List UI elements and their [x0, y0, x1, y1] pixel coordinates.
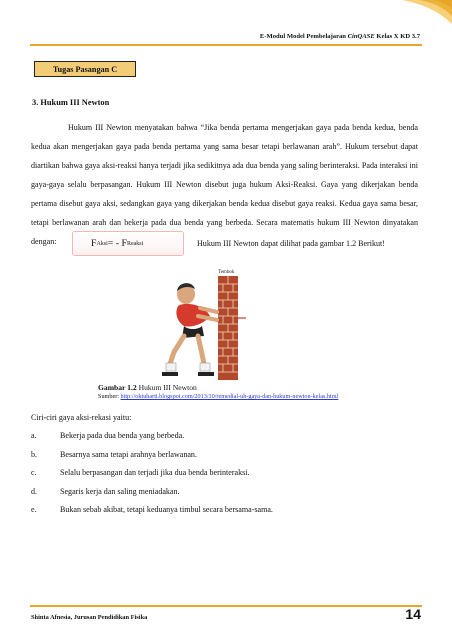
formula-box [72, 231, 184, 256]
list-item [31, 468, 273, 487]
task-box: Tugas Pasangan C [34, 61, 136, 77]
list-intro: Ciri-ciri gaya aksi-rekasi yaitu: [31, 413, 132, 422]
boy-pushing-illustration [162, 283, 217, 376]
list-item [31, 487, 273, 506]
footer-rule [30, 605, 422, 607]
list-item-text: Bekerja pada dua benda yang berbeda. [60, 431, 185, 440]
newton-third-law-figure [140, 264, 290, 380]
list-item-text: Besarnya sama tetapi arahnya berlawanan. [60, 449, 197, 459]
figure-caption-label: Gambar 1.2 [98, 383, 137, 392]
brick-wall [218, 276, 246, 380]
paragraph-text: Hukum III Newton menyatakan bahwa “Jika benda pertama mengerjakan gaya pada benda kedua, benda kedua akan mengerjakan gaya pada benda pertama yang sama besar tetapi berlawanan arah”. Hukum tersebut dapat diartikan bahwa gaya aksi-reaksi hanya terjadi jika sedikitnya ada dua benda yang saling berinteraksi. Pada interaksi ini gaya-gaya selalu berpasangan. Hukum III Newton disebut juga hukum Aksi-Reaksi. Gaya yang dikerjakan benda pertama disebut gaya aksi, sedangkan gaya yang dikerjakan benda kedua disebut gaya reaksi. Kedua gaya sama besar, tetapi berlawanan arah dan bekerja pada dua benda yang berbeda. Secara matematis hukum III Newton dinyatakan dengan: [31, 123, 418, 246]
formula-mid: = - F [107, 238, 127, 249]
figure-caption-text: Hukum III Newton [136, 383, 197, 392]
section-heading: 3. Hukum III Newton [32, 98, 110, 107]
header-rule [30, 44, 422, 46]
formula-f1: F [91, 238, 97, 249]
formula-sub-reaksi: Reaksi [126, 240, 144, 247]
list-marker: c. [31, 468, 37, 477]
corner-decoration [382, 0, 452, 30]
figure-source-prefix: Sumber: [98, 393, 121, 400]
page-number: 14 [405, 606, 421, 622]
footer-author: Shinta Afnesia, Jurusan Pendidikan Fisika [31, 614, 148, 621]
list-item [31, 505, 273, 524]
list-item-text: Selalu berpasangan dan terjadi jika dua benda berinteraksi. [60, 468, 250, 477]
list-item [31, 431, 273, 450]
header-title [260, 33, 420, 40]
list-marker: e. [31, 505, 37, 514]
header-title-prefix: E-Modul Model Pembelajaran [259, 33, 348, 40]
figure-caption [98, 383, 197, 392]
formula-caption: Hukum III Newton dapat dilihat pada gambar 1.2 Berikut! [197, 239, 385, 248]
formula-sub-aksi: Aksi [96, 240, 108, 247]
list-item-text: Segaris kerja dan saling meniadakan. [60, 486, 180, 496]
list-item-text: Bukan sebab akibat, tetapi keduanya timbul secara bersama-sama. [60, 505, 273, 514]
header-title-model: CinQASE [347, 33, 375, 40]
characteristics-list [31, 431, 273, 524]
figure-source [98, 393, 338, 400]
figure-source-link[interactable]: http://oktuharti.blogspot.com/2013/10/remedial-uh-gaya-dan-hukum-newton-kelas.html [120, 393, 339, 400]
list-marker: d. [31, 486, 38, 496]
header-title-suffix: Kelas X KD 3.7 [374, 33, 420, 40]
list-marker: b. [31, 449, 38, 459]
wall-label: Tembok [218, 270, 235, 275]
list-item [31, 450, 273, 469]
list-marker: a. [31, 431, 37, 440]
